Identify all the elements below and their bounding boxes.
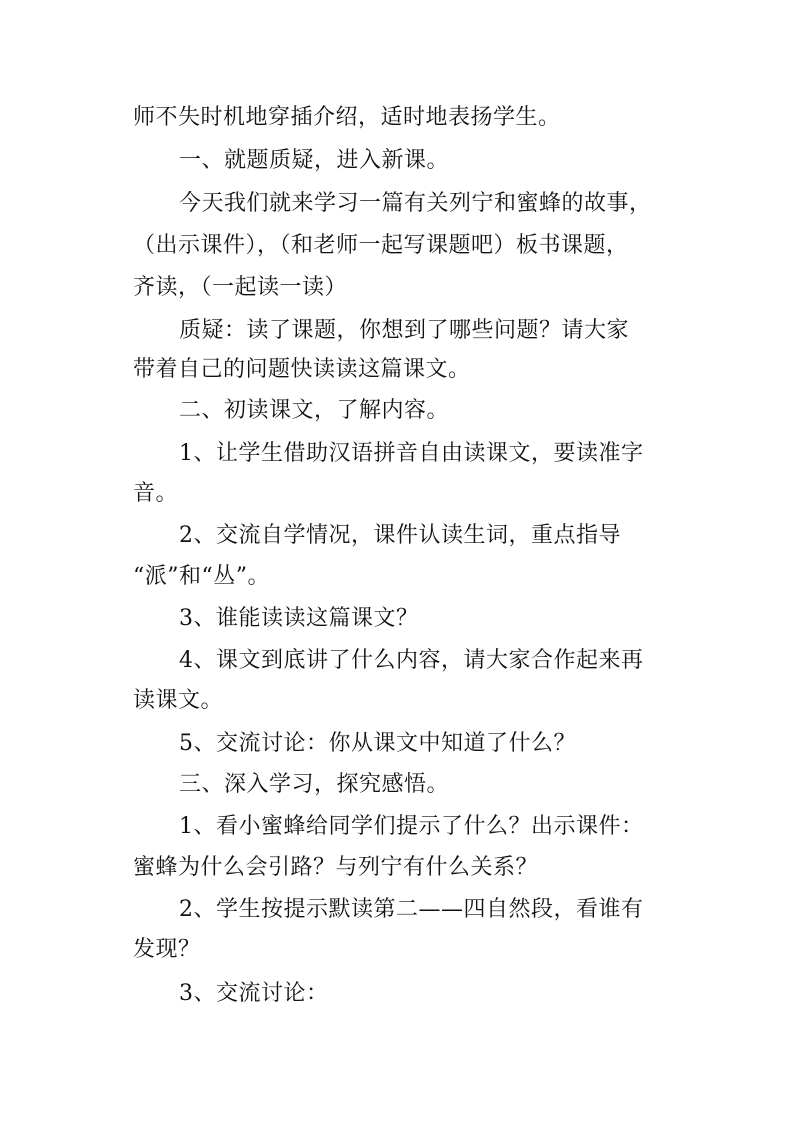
text-line: 1、让学生借助汉语拼音自由读课文，要读准字 <box>179 441 644 466</box>
text-line: 三、深入学习，探究感悟。 <box>179 772 450 797</box>
text-line: 蜜蜂为什么会引路？与列宁有什么关系？ <box>133 855 539 880</box>
text-line: 3、交流讨论： <box>179 981 329 1006</box>
text-line: （出示课件），（和老师一起写课题吧）板书课题， <box>133 233 629 258</box>
text-line: 5、交流讨论：你从课文中知道了什么？ <box>179 731 576 756</box>
text-line: 2、学生按提示默读第二——四自然段，看谁有 <box>179 897 644 922</box>
text-line: “派”和“丛”。 <box>133 564 270 589</box>
text-line: 一、就题质疑，进入新课。 <box>179 148 450 173</box>
text-line: 齐读，（一起读一读） <box>133 275 348 300</box>
text-line: 读课文。 <box>133 688 224 713</box>
text-line: 今天我们就来学习一篇有关列宁和蜜蜂的故事， <box>179 191 652 216</box>
text-line: 3、谁能读读这篇课文？ <box>179 606 419 631</box>
text-line: 二、初读课文，了解内容。 <box>179 398 450 423</box>
text-line: 质疑：读了课题，你想到了哪些问题？请大家 <box>179 318 630 343</box>
text-line: 2、交流自学情况，课件认读生词，重点指导 <box>179 523 621 548</box>
text-line: 4、课文到底讲了什么内容，请大家合作起来再 <box>179 648 644 673</box>
text-line: 带着自己的问题快读读这篇课文。 <box>133 357 471 382</box>
text-line: 音。 <box>133 481 179 506</box>
text-line: 师不失时机地穿插介绍，适时地表扬学生。 <box>133 105 561 130</box>
text-line: 发现？ <box>133 937 201 962</box>
text-line: 1、看小蜜蜂给同学们提示了什么？出示课件： <box>179 814 644 839</box>
